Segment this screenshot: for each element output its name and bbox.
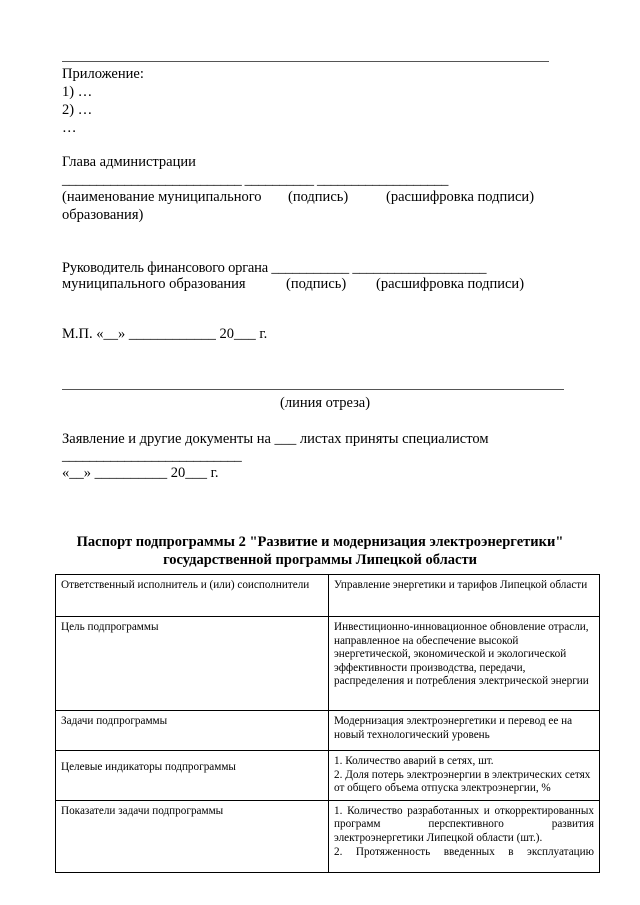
receipt-line-1: Заявление и другие документы на ___ листах приняты специалистом: [62, 431, 489, 447]
finance-head-caption-decoding: (расшифровка подписи): [376, 276, 525, 292]
passport-title-line-2: государственной программы Липецкой области: [163, 552, 477, 568]
table-row: [56, 751, 600, 801]
row-value-task-metrics: [329, 800, 600, 872]
row-value-executor-text: Управление энергетики и тарифов Липецкой области: [334, 579, 588, 591]
head-admin-caption-decoding: (расшифровка подписи): [386, 189, 535, 205]
cut-line-label: (линия отреза): [280, 395, 371, 411]
row-value-metric-2: 2. Протяженность введенных в эксплуатацию: [334, 845, 594, 858]
passport-title-line-1: Паспорт подпрограммы 2 "Развитие и модернизация электроэнергетики": [76, 534, 564, 550]
row-label-executor: Ответственный исполнитель и (или) соисполнители: [56, 575, 329, 617]
row-value-executor: [329, 575, 600, 617]
row-label-goal: Цель подпрограммы: [56, 617, 329, 711]
head-admin-title: Глава администрации: [62, 154, 196, 170]
head-admin-caption-name-cont: образования): [62, 207, 144, 223]
table-row: [56, 800, 600, 872]
row-value-metric-1: 1. Количество разработанных и откорректированных программ перспективного развития электроэнергетики Липецкой области (шт.).: [334, 804, 594, 844]
head-admin-caption-name: (наименование муниципального: [62, 189, 262, 205]
cut-line: [62, 389, 564, 390]
row-value-tasks: [329, 711, 600, 751]
head-admin-signature-line: __________________________ __________ ___________________: [62, 172, 449, 188]
attachment-item-1: 1) …: [62, 84, 93, 100]
row-label-task-metrics: Показатели задачи подпрограммы: [56, 800, 329, 872]
top-rule: [62, 61, 549, 62]
finance-head-caption-name: муниципального образования: [62, 276, 246, 292]
passport-table: [55, 574, 600, 873]
row-value-goal: [329, 617, 600, 711]
receipt-line-3: «__» __________ 20___ г.: [62, 465, 219, 481]
finance-head-caption-signature: (подпись): [286, 276, 347, 292]
table-row: [56, 617, 600, 711]
table-row: [56, 575, 600, 617]
attachment-item-3: …: [62, 120, 77, 136]
row-label-indicators: Целевые индикаторы подпрограммы: [56, 751, 329, 801]
head-admin-caption-signature: (подпись): [288, 189, 349, 205]
row-value-indicator-1: 1. Количество аварий в сетях, шт.: [334, 755, 494, 767]
stamp-date-line: М.П. «__» ____________ 20___ г.: [62, 326, 268, 342]
row-label-tasks: Задачи подпрограммы: [56, 711, 329, 751]
row-value-tasks-text: Модернизация электроэнергетики и перевод ее на новый технологический уровень: [334, 715, 573, 741]
row-value-indicator-2: 2. Доля потерь электроэнергии в электрических сетях от общего объема отпуска электроэнергии, %: [334, 768, 591, 795]
attachments-label: Приложение:: [62, 66, 144, 82]
row-value-goal-text: Инвестиционно-инновационное обновление отрасли, направленное на обеспечение высокой энергетической, экономической и экологической эффективности производства, передачи, распределения и потребления электрической энергии: [334, 621, 589, 688]
table-row: [56, 711, 600, 751]
receipt-line-2: __________________________: [62, 448, 242, 464]
attachment-item-2: 2) …: [62, 102, 93, 118]
row-value-indicators: [329, 751, 600, 801]
finance-head-signature-line: Руководитель финансового органа ___________ ___________________: [62, 260, 487, 276]
